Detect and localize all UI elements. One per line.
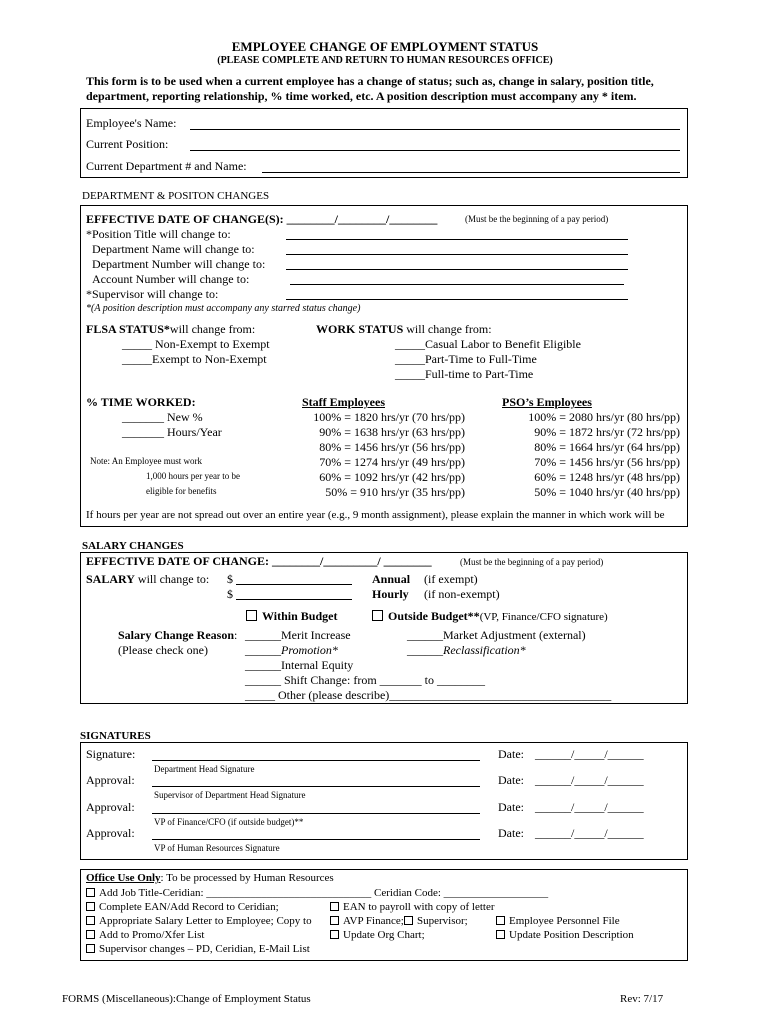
reason-promotion[interactable] (245, 643, 338, 658)
merit-label: Merit Increase (281, 628, 351, 642)
office-org-chart[interactable] (330, 929, 425, 941)
staff-hours-row: 50% = 910 hrs/yr (35 hrs/pp) (325, 485, 465, 499)
dept-changes-title: DEPARTMENT & POSITON CHANGES (82, 190, 270, 202)
flsa-status-suffix: will change from: (169, 322, 256, 336)
ean-payroll-label: EAN to payroll with copy of letter (343, 901, 495, 913)
staff-hours-row: 100% = 1820 hrs/yr (70 hrs/pp) (313, 410, 465, 424)
flsa-exempt-to-nonexempt[interactable]: _____Exempt to Non-Exempt (122, 352, 267, 366)
hourly-salary-field[interactable] (236, 599, 352, 600)
promo-list-label: Add to Promo/Xfer List (99, 929, 205, 941)
ceridian-code[interactable]: Ceridian Code: ___________________ (374, 887, 549, 899)
reason-market[interactable] (407, 628, 586, 643)
office-promo-list[interactable] (86, 929, 204, 941)
office-use-title: Office Use Only (86, 872, 161, 884)
signature-caption: Supervisor of Department Head Signature (154, 790, 306, 800)
reclass-blank[interactable]: ______ (407, 643, 443, 657)
add-job-title-label: Add Job Title-Ceridian: ______________________________ (99, 887, 372, 899)
personnel-file-label: Employee Personnel File (509, 915, 620, 927)
intro-line-2: department, reporting relationship, % time worked, etc. A position description must accompany any * item. (86, 89, 637, 103)
office-ean-payroll[interactable] (330, 901, 495, 913)
checkbox-personnel-file[interactable] (496, 916, 505, 925)
dept-number-field[interactable] (286, 269, 628, 270)
outside-budget-label: Outside Budget** (388, 609, 480, 623)
dollar-sign-hourly: $ (227, 587, 233, 601)
market-blank[interactable]: ______ (407, 628, 443, 642)
pso-employees-title: PSO’s Employees (502, 395, 592, 409)
promotion-label: Promotion* (281, 643, 338, 657)
signature-date-field[interactable]: ______/_____/______ (535, 747, 644, 761)
reason-heading (118, 628, 237, 643)
employee-name-label: Employee's Name: (86, 116, 177, 130)
pso-hours-row: 60% = 1248 hrs/yr (48 hrs/pp) (534, 470, 680, 484)
hourly-note: (if non-exempt) (424, 587, 500, 601)
pso-hours-row: 100% = 2080 hrs/yr (80 hrs/pp) (528, 410, 680, 424)
avp-finance-label: AVP Finance; (343, 915, 404, 927)
salary-letter-label: Appropriate Salary Letter to Employee; Copy to (99, 915, 312, 927)
signature-row-label: Approval: (86, 826, 135, 840)
work-status-heading (316, 322, 492, 337)
checkbox-salary-letter[interactable] (86, 916, 95, 925)
reason-equity[interactable] (245, 658, 353, 673)
pso-hours-row: 90% = 1872 hrs/yr (72 hrs/pp) (534, 425, 680, 439)
outside-budget-checkbox[interactable] (372, 610, 383, 621)
flsa-status-title: FLSA STATUS* (86, 322, 170, 336)
current-position-field[interactable] (190, 150, 680, 151)
salary-effective-date[interactable]: EFFECTIVE DATE OF CHANGE: ________/_________/ ________ (86, 554, 432, 568)
intro-line-1: This form is to be used when a current employee has a change of status; such as, change in salary, position title, (86, 74, 654, 88)
flsa-nonexempt-to-exempt[interactable]: _____ Non-Exempt to Exempt (122, 337, 270, 351)
form-subtitle: (PLEASE COMPLETE AND RETURN TO HUMAN RESOURCES OFFICE) (217, 55, 553, 66)
office-salary-letter[interactable] (86, 915, 312, 927)
signature-date-field[interactable]: ______/_____/______ (535, 800, 644, 814)
starred-footnote: *(A position description must accompany any starred status change) (86, 303, 361, 314)
flsa-status-heading (86, 322, 255, 337)
position-title-label: *Position Title will change to: (86, 227, 231, 241)
staff-hours-row: 70% = 1274 hrs/yr (49 hrs/pp) (319, 455, 465, 469)
position-title-field[interactable] (286, 239, 628, 240)
annual-salary-field[interactable] (236, 584, 352, 585)
complete-ean-label: Complete EAN/Add Record to Ceridian; (99, 901, 279, 913)
reason-colon: : (234, 628, 238, 642)
pso-hours-row: 70% = 1456 hrs/yr (56 hrs/pp) (534, 455, 680, 469)
employee-name-field[interactable] (190, 129, 680, 130)
work-casual-to-benefit[interactable]: _____Casual Labor to Benefit Eligible (395, 337, 581, 351)
reason-shift-change[interactable]: ______ Shift Change: from _______ to ________ (245, 673, 485, 687)
work-full-to-part[interactable]: _____Full-time to Part-Time (395, 367, 534, 381)
office-use-heading (86, 872, 334, 884)
office-use-suffix: : To be processed by Human Resources (160, 872, 334, 884)
work-status-title: WORK STATUS (316, 322, 404, 336)
signature-line[interactable] (152, 813, 480, 814)
dept-number-label: Department Number will change to: (92, 257, 266, 271)
hourly-label: Hourly (372, 587, 409, 601)
signature-caption: VP of Finance/CFO (if outside budget)** (154, 817, 304, 827)
supervisor-changes-label: Supervisor changes – PD, Ceridian, E-Mail List (99, 943, 310, 955)
signature-line[interactable] (152, 760, 480, 761)
signature-row-label: Approval: (86, 773, 135, 787)
footer-revision: Rev: 7/17 (620, 993, 664, 1005)
checkbox-avp-finance[interactable] (330, 916, 339, 925)
note-line-1: Note: An Employee must work (90, 456, 202, 466)
pso-hours-row: 80% = 1664 hrs/yr (64 hrs/pp) (534, 440, 680, 454)
office-personnel-file[interactable] (496, 915, 620, 927)
signature-caption: Department Head Signature (154, 764, 255, 774)
checkbox-supervisor-changes[interactable] (86, 944, 95, 953)
signature-line[interactable] (152, 839, 480, 840)
time-hours-year[interactable]: _______ Hours/Year (122, 425, 222, 439)
current-department-label: Current Department # and Name: (86, 159, 247, 173)
signatures-title: SIGNATURES (80, 730, 151, 742)
checkbox-supervisor[interactable] (404, 916, 413, 925)
reason-merit[interactable] (245, 628, 351, 643)
signature-date-field[interactable]: ______/_____/______ (535, 773, 644, 787)
annual-note: (if exempt) (424, 572, 478, 586)
office-avp-finance[interactable] (330, 915, 404, 927)
dollar-sign-annual: $ (227, 572, 233, 586)
current-position-label: Current Position: (86, 137, 169, 151)
office-add-job-title[interactable] (86, 887, 371, 899)
org-chart-label: Update Org Chart; (343, 929, 425, 941)
work-part-to-full[interactable]: _____Part-Time to Full-Time (395, 352, 537, 366)
checkbox-position-desc[interactable] (496, 930, 505, 939)
checkbox-ean-payroll[interactable] (330, 902, 339, 911)
spread-hours-note: If hours per year are not spread out over an entire year (e.g., 9 month assignment), please explain the manner in which work will be (86, 509, 665, 521)
reason-label: Salary Change Reason (118, 628, 235, 642)
supervisor-field[interactable] (286, 299, 628, 300)
dept-name-label: Department Name will change to: (92, 242, 255, 256)
within-budget-option[interactable] (246, 609, 337, 624)
signature-date-label: Date: (498, 800, 524, 814)
signature-date-label: Date: (498, 747, 524, 761)
time-worked-title: % TIME WORKED: (86, 395, 196, 409)
salary-suffix: will change to: (134, 572, 210, 586)
dept-effective-note: (Must be the beginning of a pay period) (465, 214, 609, 224)
reclass-label: Reclassification* (443, 643, 526, 657)
signature-date-label: Date: (498, 826, 524, 840)
account-number-field[interactable] (290, 284, 624, 285)
salary-changes-title: SALARY CHANGES (82, 540, 184, 552)
salary-heading (86, 572, 209, 587)
office-position-desc[interactable] (496, 929, 634, 941)
salary-label: SALARY (86, 572, 135, 586)
note-line-2: 1,000 hours per year to be (146, 471, 240, 481)
form-title: EMPLOYEE CHANGE OF EMPLOYMENT STATUS (231, 39, 539, 54)
checkbox-org-chart[interactable] (330, 930, 339, 939)
supervisor-copy-label: Supervisor; (417, 915, 468, 927)
staff-employees-title: Staff Employees (302, 395, 385, 409)
merit-blank[interactable]: ______ (245, 628, 281, 642)
checkbox-complete-ean[interactable] (86, 902, 95, 911)
promotion-blank[interactable]: ______ (245, 643, 281, 657)
check-one-note: (Please check one) (118, 643, 208, 657)
equity-blank[interactable]: ______ (245, 658, 281, 672)
supervisor-label: *Supervisor will change to: (86, 287, 219, 301)
signature-caption: VP of Human Resources Signature (154, 843, 280, 853)
note-line-3: eligible for benefits (146, 486, 217, 496)
staff-hours-row: 90% = 1638 hrs/yr (63 hrs/pp) (319, 425, 465, 439)
outside-budget-note: (VP, Finance/CFO signature) (479, 611, 608, 623)
time-new-percent[interactable]: _______ New % (122, 410, 203, 424)
annual-label: Annual (372, 572, 411, 586)
account-number-label: Account Number will change to: (92, 272, 250, 286)
within-budget-checkbox[interactable] (246, 610, 257, 621)
checkbox-add-job-title[interactable] (86, 888, 95, 897)
equity-label: Internal Equity (281, 658, 354, 672)
signature-row-label: Approval: (86, 800, 135, 814)
staff-hours-row: 80% = 1456 hrs/yr (56 hrs/pp) (319, 440, 465, 454)
footer-form-name: FORMS (Miscellaneous):Change of Employment Status (62, 993, 311, 1005)
outside-budget-option[interactable] (372, 609, 608, 624)
office-supervisor-changes[interactable] (86, 943, 310, 955)
work-status-suffix: will change from: (403, 322, 492, 336)
dept-name-field[interactable] (286, 254, 628, 255)
signature-line[interactable] (152, 786, 480, 787)
pso-hours-row: 50% = 1040 hrs/yr (40 hrs/pp) (534, 485, 680, 499)
salary-effective-note: (Must be the beginning of a pay period) (460, 557, 604, 567)
staff-hours-row: 60% = 1092 hrs/yr (42 hrs/pp) (319, 470, 465, 484)
signature-date-label: Date: (498, 773, 524, 787)
signature-date-field[interactable]: ______/_____/______ (535, 826, 644, 840)
office-supervisor[interactable] (404, 915, 468, 927)
office-complete-ean[interactable] (86, 901, 279, 913)
dept-effective-date[interactable]: EFFECTIVE DATE OF CHANGE(S): ________/________/________ (86, 212, 438, 226)
reason-reclassification[interactable] (407, 643, 526, 658)
checkbox-promo-list[interactable] (86, 930, 95, 939)
position-desc-label: Update Position Description (509, 929, 634, 941)
signature-row-label: Signature: (86, 747, 136, 761)
reason-other[interactable]: _____ Other (please describe)_____________________________________ (245, 688, 612, 702)
current-department-field[interactable] (262, 172, 680, 173)
within-budget-label: Within Budget (262, 609, 338, 623)
market-label: Market Adjustment (external) (443, 628, 586, 642)
